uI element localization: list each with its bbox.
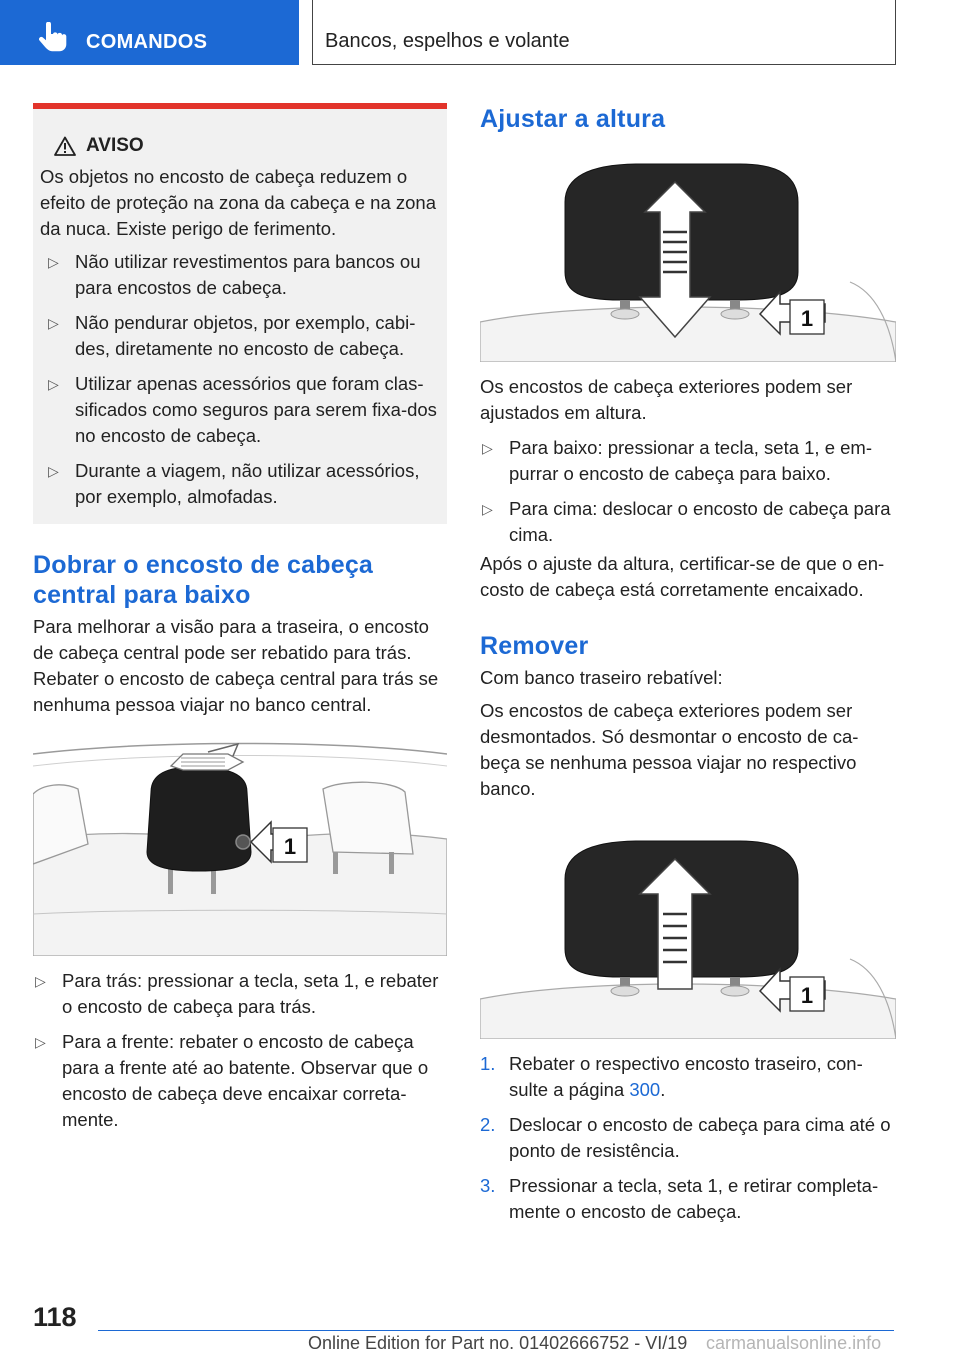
list-item: ▷ Utilizar apenas acessórios que foram clas-sificados como seguros para serem fixa-dos no encosto de cabeça. xyxy=(40,371,439,449)
list-item: ▷ Para trás: pressionar a tecla, seta 1, e rebater o encosto de cabeça para trás. xyxy=(33,968,447,1020)
heading-remove: Remover xyxy=(480,632,589,660)
list-item: ▷ Para baixo: pressionar a tecla, seta 1, e em-purrar o encosto de cabeça para baixo. xyxy=(480,435,896,487)
remove-steps xyxy=(480,1051,896,1225)
footer-edition: Online Edition for Part no. 01402666752 - VI/19 xyxy=(308,1333,688,1353)
remove-figure-label: 1 xyxy=(800,983,814,1008)
remove-headrest-figure xyxy=(480,839,896,1039)
step-number: 2. xyxy=(480,1114,496,1135)
warning-box xyxy=(33,103,447,524)
height-headrest-figure xyxy=(480,162,896,362)
step-text: Rebater o respectivo encosto traseiro, con-sulte a página xyxy=(509,1053,863,1100)
list-item: ▷ Não pendurar objetos, por exemplo, cabi-des, diretamente no encosto de cabeça. xyxy=(40,310,439,362)
step-text: Pressionar a tecla, seta 1, e retirar completa-mente o encosto de cabeça. xyxy=(509,1175,879,1222)
list-item xyxy=(480,1112,896,1164)
chapter-title-box xyxy=(312,0,896,65)
watermark: carmanualsonline.info xyxy=(706,1333,882,1353)
section-tab[interactable] xyxy=(0,0,299,65)
chapter-title: Bancos, espelhos e volante xyxy=(325,30,570,52)
height-figure-label: 1 xyxy=(800,306,814,331)
list-item xyxy=(480,1173,896,1225)
height-list xyxy=(480,435,896,548)
fold-text-1: Para melhorar a visão para a traseira, o encosto de cabeça central pode ser rebatido para trás. xyxy=(33,616,429,663)
section-tab-label: COMANDOS xyxy=(86,31,208,53)
list-item: ▷ Durante a viagem, não utilizar acessórios, por exemplo, almofadas. xyxy=(40,458,439,510)
step-number: 1. xyxy=(480,1053,496,1074)
warning-intro: Os objetos no encosto de cabeça reduzem o efeito de proteção na zona da cabeça e na zona da nuca. Existe perigo de ferimento. xyxy=(40,166,436,239)
warning-title: AVISO xyxy=(86,135,144,156)
step-number: 3. xyxy=(480,1175,496,1196)
page-link[interactable]: 300 xyxy=(629,1079,661,1100)
page-number: 118 xyxy=(33,1302,77,1332)
fold-figure-label: 1 xyxy=(283,834,297,859)
list-item: ▷ Para cima: deslocar o encosto de cabeça para cima. xyxy=(480,496,896,548)
remove-text-2: Os encostos de cabeça exteriores podem ser desmontados. Só desmontar o encosto de ca-beça se nenhuma pessoa viajar no respectivo banco. xyxy=(480,700,859,799)
step-text: Deslocar o encosto de cabeça para cima até o ponto de resistência. xyxy=(509,1114,891,1161)
heading-fold: Dobrar o encosto de cabeça central para baixo xyxy=(33,551,374,609)
height-text: Os encostos de cabeça exteriores podem ser ajustados em altura. xyxy=(480,376,853,423)
left-column xyxy=(33,103,447,1142)
fold-list xyxy=(33,968,447,1133)
list-item xyxy=(480,1051,896,1103)
list-item: ▷ Para a frente: rebater o encosto de cabeça para a frente até ao batente. Observar que o encosto de cabeça deve encaixar correta-mente. xyxy=(33,1029,447,1133)
remove-text-1: Com banco traseiro rebatível: xyxy=(480,667,723,688)
fold-text-2: Rebater o encosto de cabeça central para trás se nenhuma pessoa viajar no banco central. xyxy=(33,668,439,715)
warning-list xyxy=(40,249,439,510)
right-column xyxy=(480,100,896,1234)
heading-height: Ajustar a altura xyxy=(480,105,666,133)
step-text-end: . xyxy=(660,1079,666,1100)
list-item: ▷ Não utilizar revestimentos para bancos ou para encostos de cabeça. xyxy=(40,249,439,301)
height-after-text: Após o ajuste da altura, certificar-se de que o en-costo de cabeça está corretamente encaixado. xyxy=(480,553,885,600)
hand-pointer-icon xyxy=(36,22,68,52)
fold-headrest-figure xyxy=(33,734,447,956)
warning-triangle-icon xyxy=(54,136,76,156)
footer-rule xyxy=(98,1330,894,1331)
warning-header xyxy=(54,133,439,159)
